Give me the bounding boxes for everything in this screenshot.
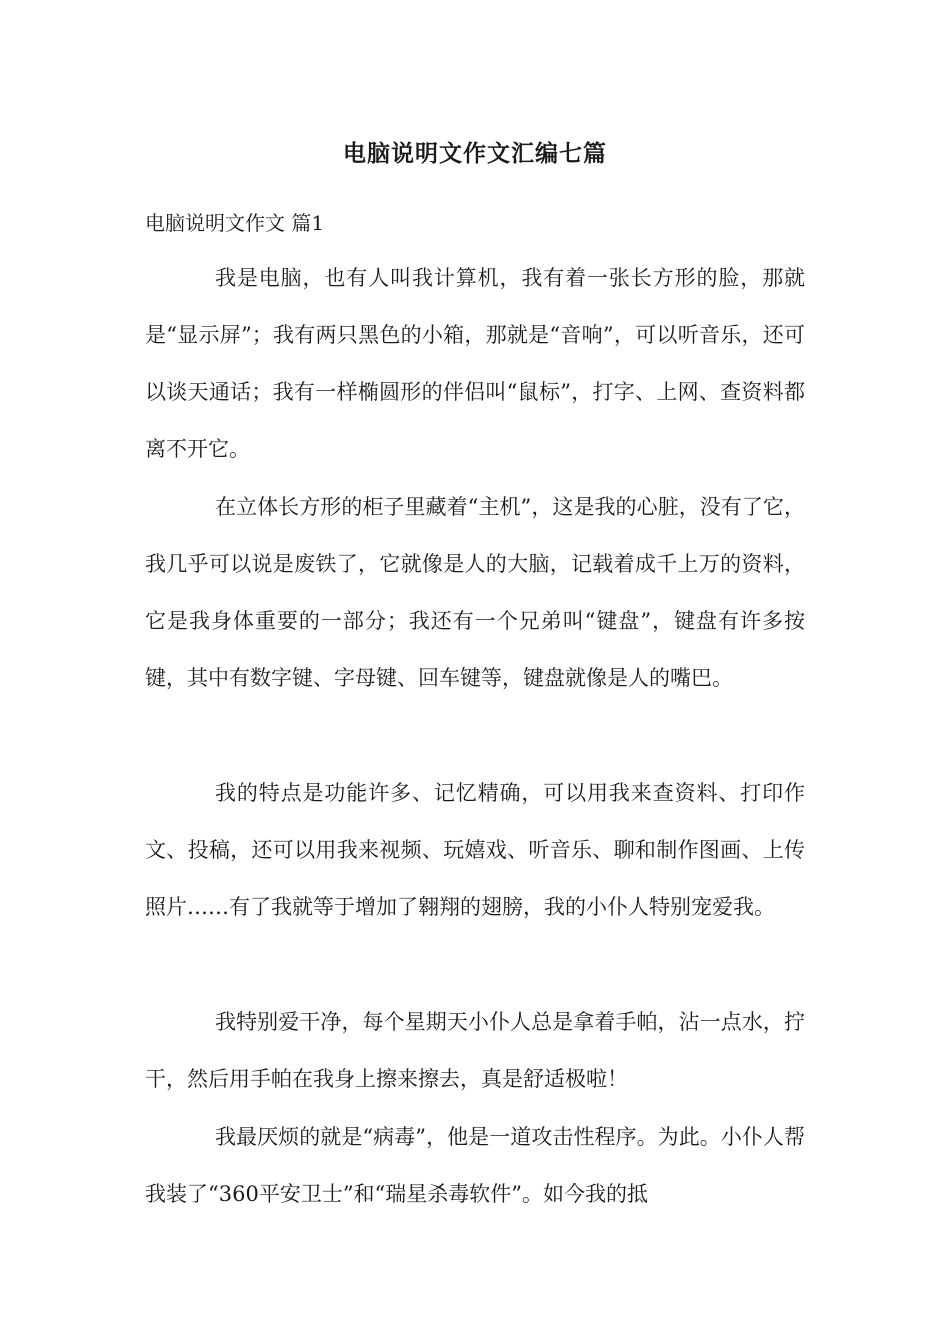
- paragraph-4: 我特别爱干净，每个星期天小仆人总是拿着手帕，沾一点水，拧干，然后用手帕在我身上擦来擦去，真是舒适极啦！: [145, 1010, 805, 1091]
- paragraph-5: 我最厌烦的就是“病毒”，他是一道攻击性程序。为此。小仆人帮我装了“360平安卫士”和“瑞星杀毒软件”。如今我的抵: [145, 1125, 805, 1206]
- section-heading: 电脑说明文作文 篇1: [145, 211, 325, 235]
- paragraph-3: 我的特点是功能许多、记忆精确，可以用我来查资料、打印作文、投稿，还可以用我来视频、玩嬉戏、听音乐、聊和制作图画、上传照片……有了我就等于增加了翱翔的翅膀，我的小仆人特别宠爱我。: [145, 781, 805, 919]
- document-title: 电脑说明文作文汇编七篇: [343, 140, 607, 167]
- paragraph-1: 我是电脑，也有人叫我计算机，我有着一张长方形的脸，那就是“显示屏”；我有两只黑色的小箱，那就是“音响”，可以听音乐，还可以谈天通话；我有一样椭圆形的伴侣叫“鼠标”，打字、上网、查资料都离不开它。: [145, 266, 805, 461]
- paragraph-2: 在立体长方形的柜子里藏着“主机”，这是我的心脏，没有了它，我几乎可以说是废铁了，它就像是人的大脑，记载着成千上万的资料，它是我身体重要的一部分；我还有一个兄弟叫“键盘”，键盘有许多按键，其中有数字键、字母键、回车键等，键盘就像是人的嘴巴。: [145, 495, 805, 690]
